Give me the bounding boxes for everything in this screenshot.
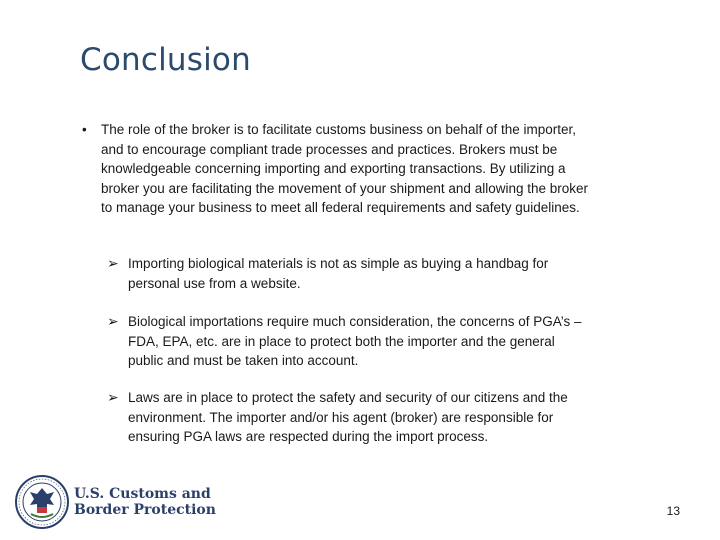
main-bullet	[82, 120, 602, 218]
arrow-bullet-icon: ➢	[107, 255, 119, 271]
logo-text-line2: Border Protection	[74, 502, 216, 518]
sub-bullet-3	[107, 388, 587, 447]
logo-text-line1: U.S. Customs and	[74, 486, 211, 502]
sub-bullet-text: Importing biological materials is not as simple as buying a handbag for personal use from a website.	[128, 256, 549, 291]
sub-bullet-text: Biological importations require much consideration, the concerns of PGA’s – FDA, EPA, etc. are in place to protect both the importer and the general public and must be taken into account.	[128, 314, 582, 368]
main-bullet-text: The role of the broker is to facilitate customs business on behalf of the importer, and to encourage compliant trade processes and practices. Brokers must be knowledgeable concerning importing and exporting transactions. By utilizing a broker you are facilitating the movement of your shipment and allowing the broker to manage your business to meet all federal requirements and safety guidelines.	[101, 122, 589, 215]
bullet-dot-icon: •	[82, 122, 87, 137]
arrow-bullet-icon: ➢	[107, 313, 119, 329]
cbp-logo	[14, 474, 216, 530]
arrow-bullet-icon: ➢	[107, 389, 119, 405]
slide-title: Conclusion	[80, 42, 251, 78]
page-number: 13	[666, 504, 680, 518]
sub-bullet-1	[107, 254, 587, 293]
sub-bullet-2	[107, 312, 587, 371]
sub-bullet-text: Laws are in place to protect the safety and security of our citizens and the environment. The importer and/or his agent (broker) are responsible for ensuring PGA laws are respected during the import process.	[128, 390, 568, 444]
